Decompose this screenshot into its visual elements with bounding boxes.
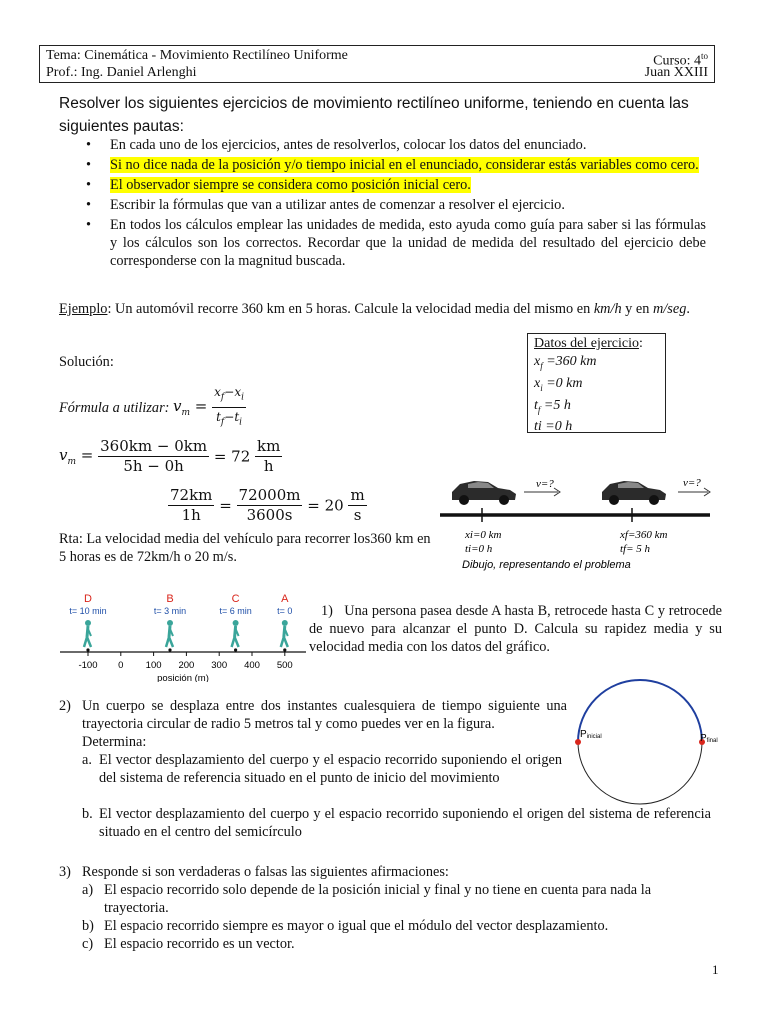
v1-label: v=? [536,478,554,490]
axis-tick-label: 100 [145,660,162,671]
ej3-b-label: b) [82,918,94,934]
p-final-label: Pfinal [700,733,718,744]
ej2-determina: Determina: [82,734,147,750]
dato-ti: ti =0 h [534,419,573,435]
lower-arc-icon [578,742,702,804]
walker-icon [166,620,173,647]
ej3-a-label: a) [82,882,94,898]
tf-label: tf= 5 h [620,543,651,555]
header-curso: Curso: $4^{to}$ [653,51,708,69]
datos-title: Datos del ejercicio [534,336,639,351]
ejemplo-paragraph: Ejemplo: Un automóvil recorre 360 km en 5 horas. Calcule la velocidad media del mismo en km/h y en m/seg. [59,301,690,317]
point-dot-icon [86,648,89,651]
datos-box: Datos del ejercicio: $x_f =360$ km $x_i =0$ km $t_f =5$ h ti =0 h [527,333,666,433]
pauta-item: • Si no dice nada de la posición y/o tiempo inicial en el enunciado, considerar estás variables como cero. [86,157,699,173]
car-right-icon [602,481,666,505]
calc-conversion: $\frac{72km}{1h}$ = $\frac{72000m}{3600s}$ = 20 $\frac{m}{s}$ [170,486,365,524]
point-letter: C [231,593,240,605]
axis-tick-label: 500 [276,660,293,671]
ej2-num: 2) [59,698,71,714]
point-dot-icon [168,648,171,651]
semicircle-arc-icon [578,680,702,742]
axis-tick-label: 200 [178,660,195,671]
pauta-item: • Escribir la fórmulas que van a utilizar antes de comenzar a resolver el ejercicio. [86,197,565,213]
walker-icon [281,620,288,647]
ti-label: ti=0 h [465,543,493,555]
pauta-item: • El observador siempre se considera como posición inicial cero. [86,177,471,193]
pauta-item: • En todos los cálculos emplear las unidades de medida, esto ayuda como guía para saber si las fórmulas y los cálculos son los correctos. Recordar que la unidad de medida del resultado del ejercicio debe corresponderse con la magnitud buscada. [86,217,706,269]
ej3-text: Responde si son verdaderas o falsas las siguientes afirmaciones: [82,864,449,880]
p-inicial-label: Pinicial [580,729,602,740]
car-left-icon [452,481,516,505]
point-letter: B [166,593,174,605]
page-number: 1 [712,962,719,977]
car-diagram [440,470,712,575]
ej2-a-text: El vector desplazamiento del cuerpo y el espacio recorrido suponiendo el origen del sistema de referencia situado en el punto de inicio del movimiento [99,752,562,786]
ej3-a-text: El espacio recorrido solo depende de la posición inicial y final y no tiene en cuenta para nada la trayectoria. [104,882,652,916]
xi-label: xi=0 km [465,529,502,541]
header-escuela: Juan XXIII [644,65,708,80]
solucion-label: Solución: [59,354,114,370]
ej2-b-label: b. [82,806,93,822]
dato-xi: $x_i =0$ km [534,375,583,393]
header-tema: Tema: Cinemática - Movimiento Rectilíneo Uniforme [46,48,348,63]
formula-line: Fórmula a utilizar: $v_m$ = $\frac{x_f-x_i}{t_f-t_i}$ [59,385,244,428]
ej3-c-text: El espacio recorrido es un vector. [104,936,295,952]
axis-tick-label: 300 [211,660,228,671]
pautas-list [86,136,706,272]
axis-label: posición (m) [157,673,209,682]
point-time: t= 3 min [153,606,187,616]
pauta-item: • En cada uno de los ejercicios, antes de resolverlos, colocar los datos del enunciado. [86,137,587,153]
respuesta: Rta: La velocidad media del vehículo para recorrer los360 km en 5 horas es de 72km/h o 20 m/s. [59,531,431,565]
xf-label: xf=360 km [620,529,668,541]
axis-tick-label: 400 [244,660,260,671]
car-caption: Dibujo, representando el problema [462,559,631,571]
axis-tick-label: 0 [118,660,124,671]
calc-velocidad: $v_m$ = $\frac{360km - 0km}{5h - 0h}$ = 72 $\frac{km}{h}$ [59,437,281,475]
point-letter: D [84,593,92,605]
ej2-text: Un cuerpo se desplaza entre dos instantes cualesquiera de tiempo siguiente una trayectoria circular de radio 5 metros tal y como puedes ver en la figura. [82,698,567,732]
ej3-c-label: c) [82,936,94,952]
dato-xf: $x_f =360$ km [534,354,597,371]
point-letter: A [281,593,289,605]
ejercicio-1: 1) Una persona pasea desde A hasta B, retrocede hasta C y retrocede de nuevo para alcanzar el punto D. Calcula su rapidez media y su velocidad media con los datos del gráfico. [309,603,722,655]
circle-figure [570,678,740,814]
ej3-b-text: El espacio recorrido siempre es mayor o igual que el módulo del vector desplazamiento. [104,918,609,934]
v2-label: v=? [683,477,701,489]
ej2-a-label: a. [82,752,92,768]
walker-icon [84,620,91,647]
dato-tf: $t_f =5$ h [534,397,571,415]
walk-diagram [58,590,308,682]
point-time: t= 10 min [69,606,107,616]
point-time: t= 6 min [219,606,252,616]
ej2-b-text: El vector desplazamiento del cuerpo y el espacio recorrido suponiendo el origen del sistema de referencia situado en el centro del semicírculo [99,806,711,840]
point-dot-icon [283,648,286,651]
point-time: t= 0 [277,606,293,616]
walker-icon [232,620,239,647]
ej3-num: 3) [59,864,71,880]
axis-tick-label: -100 [78,660,98,671]
header-prof: Prof.: Ing. Daniel Arlenghi [46,65,197,80]
header-box [39,45,715,83]
point-dot-icon [234,648,237,651]
intro-text: Resolver los siguientes ejercicios de movimiento rectilíneo uniforme, teniendo en cuenta las siguientes pautas: [59,95,689,135]
